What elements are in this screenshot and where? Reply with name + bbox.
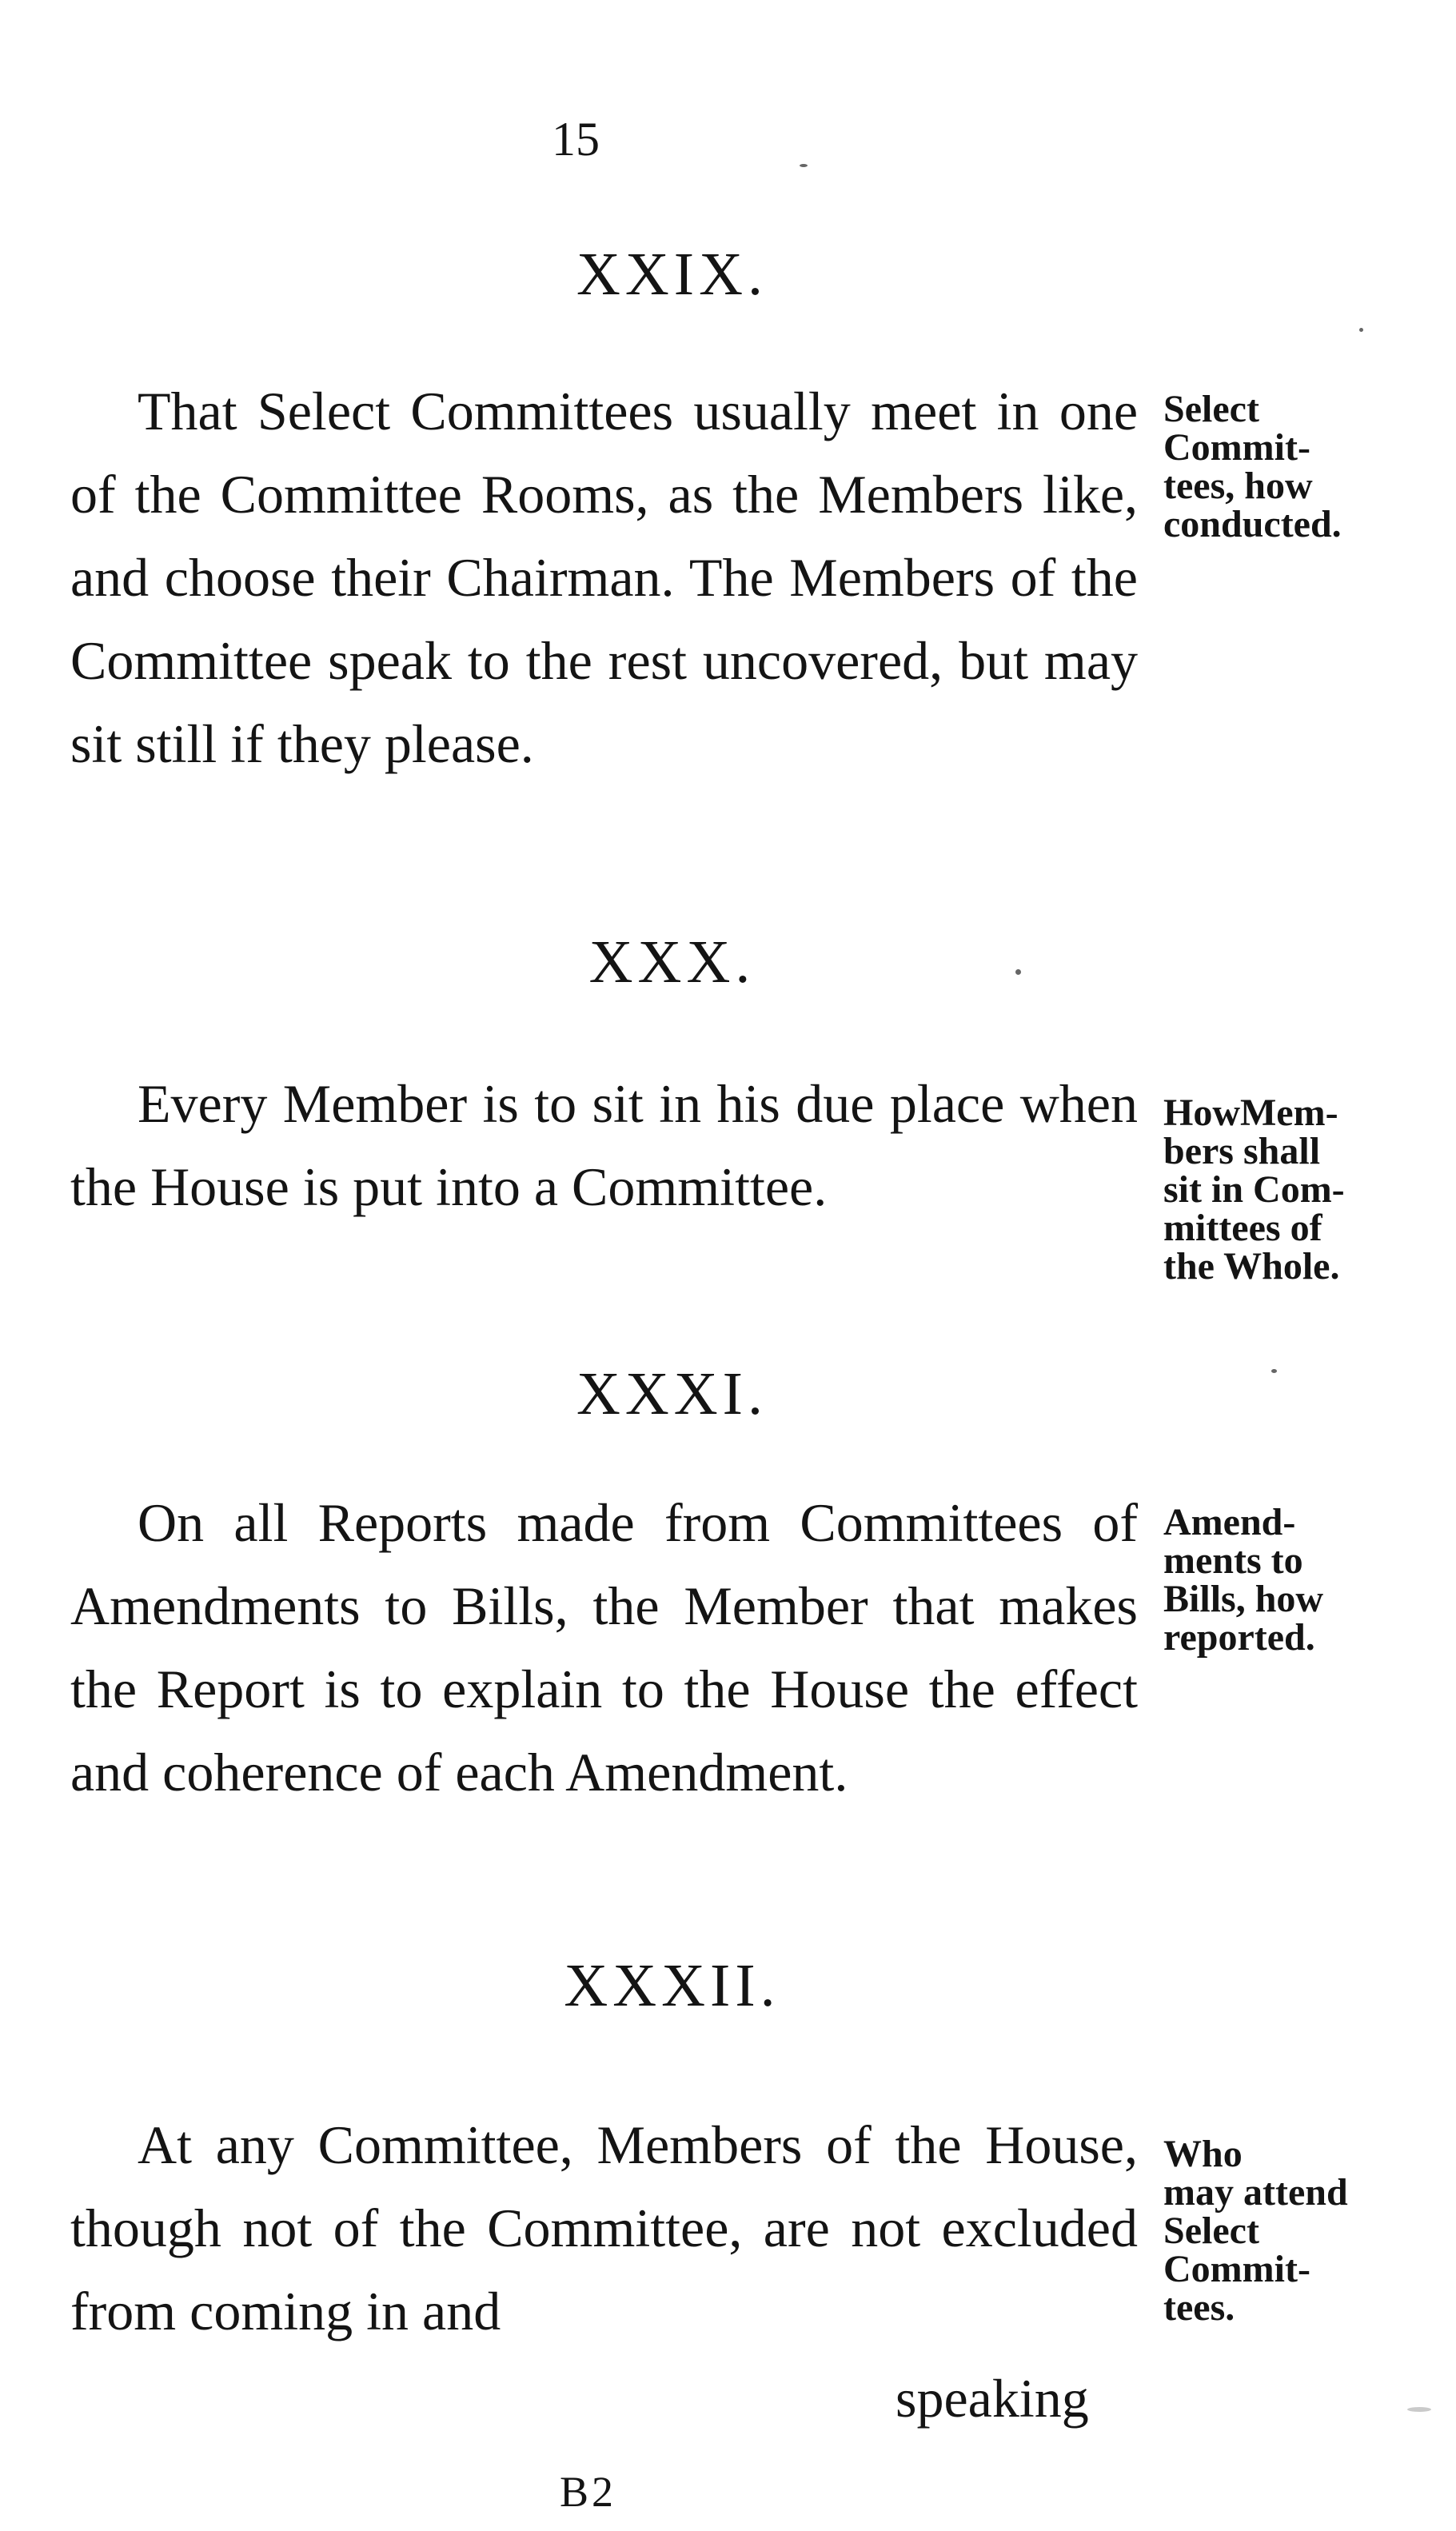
sidenote-line: conducted. xyxy=(1163,503,1342,545)
signature-mark: B2 xyxy=(560,2468,617,2516)
sidenote-line: tees, how xyxy=(1163,465,1313,507)
sidenote-line: Who xyxy=(1163,2133,1243,2175)
section-heading-xxxi: XXXI. xyxy=(576,1360,768,1427)
sidenote-line: may attend xyxy=(1163,2171,1348,2214)
page-number: 15 xyxy=(552,113,600,166)
sidenote-line: HowMem- xyxy=(1163,1092,1338,1134)
sidenote-line: Select xyxy=(1163,388,1259,430)
sidenote-line: tees. xyxy=(1163,2286,1235,2329)
sidenote-xxxii xyxy=(1163,2135,1435,2327)
section-paragraph: Every Member is to sit in his due place when the House is put into a Committee. xyxy=(70,1073,1138,1217)
section-text-xxx xyxy=(70,1062,1138,1228)
sidenote-xxx xyxy=(1163,1094,1435,1286)
section-paragraph: That Select Committees usually meet in one of the Committee Rooms, as the Members like, and choose their Chairman. The Members of the Committee speak to the rest uncovered, but may sit still if they please. xyxy=(70,381,1138,774)
sidenote-xxxi xyxy=(1163,1503,1435,1657)
section-heading-xxx: XXX. xyxy=(588,928,756,996)
sidenote-line: Commit- xyxy=(1163,2248,1310,2290)
scan-speck xyxy=(1271,1369,1277,1373)
sidenote-line: Amend- xyxy=(1163,1501,1296,1543)
catchword: speaking xyxy=(896,2368,1089,2429)
sidenote-line: reported. xyxy=(1163,1616,1315,1659)
sidenote-line: Select xyxy=(1163,2210,1259,2252)
section-paragraph: At any Committee, Members of the House, though not of the Committee, are not excluded from coming in and xyxy=(70,2114,1138,2341)
section-text-xxix xyxy=(70,369,1138,785)
sidenote-line: sit in Com- xyxy=(1163,1168,1345,1211)
scan-speck xyxy=(1359,328,1363,332)
sidenote-line: bers shall xyxy=(1163,1130,1321,1172)
sidenote-line: Bills, how xyxy=(1163,1578,1324,1620)
sidenote-line: Commit- xyxy=(1163,426,1310,469)
section-text-xxxi xyxy=(70,1481,1138,1814)
sidenote-line: mittees of xyxy=(1163,1207,1322,1249)
sidenote-xxix xyxy=(1163,390,1435,544)
sidenote-line: ments to xyxy=(1163,1539,1303,1582)
section-text-xxxii xyxy=(70,2103,1138,2353)
sidenote-line: the Whole. xyxy=(1163,1245,1340,1287)
section-heading-xxxii: XXXII. xyxy=(564,1952,780,2019)
scan-speck xyxy=(800,164,808,167)
scan-speck xyxy=(1015,969,1021,975)
scan-speck xyxy=(1407,2407,1431,2412)
section-heading-xxix: XXIX. xyxy=(576,241,768,308)
section-paragraph: On all Reports made from Committees of Amendments to Bills, the Member that makes the Report is to explain to the House the effect and coherence of each Amendment. xyxy=(70,1492,1138,1802)
